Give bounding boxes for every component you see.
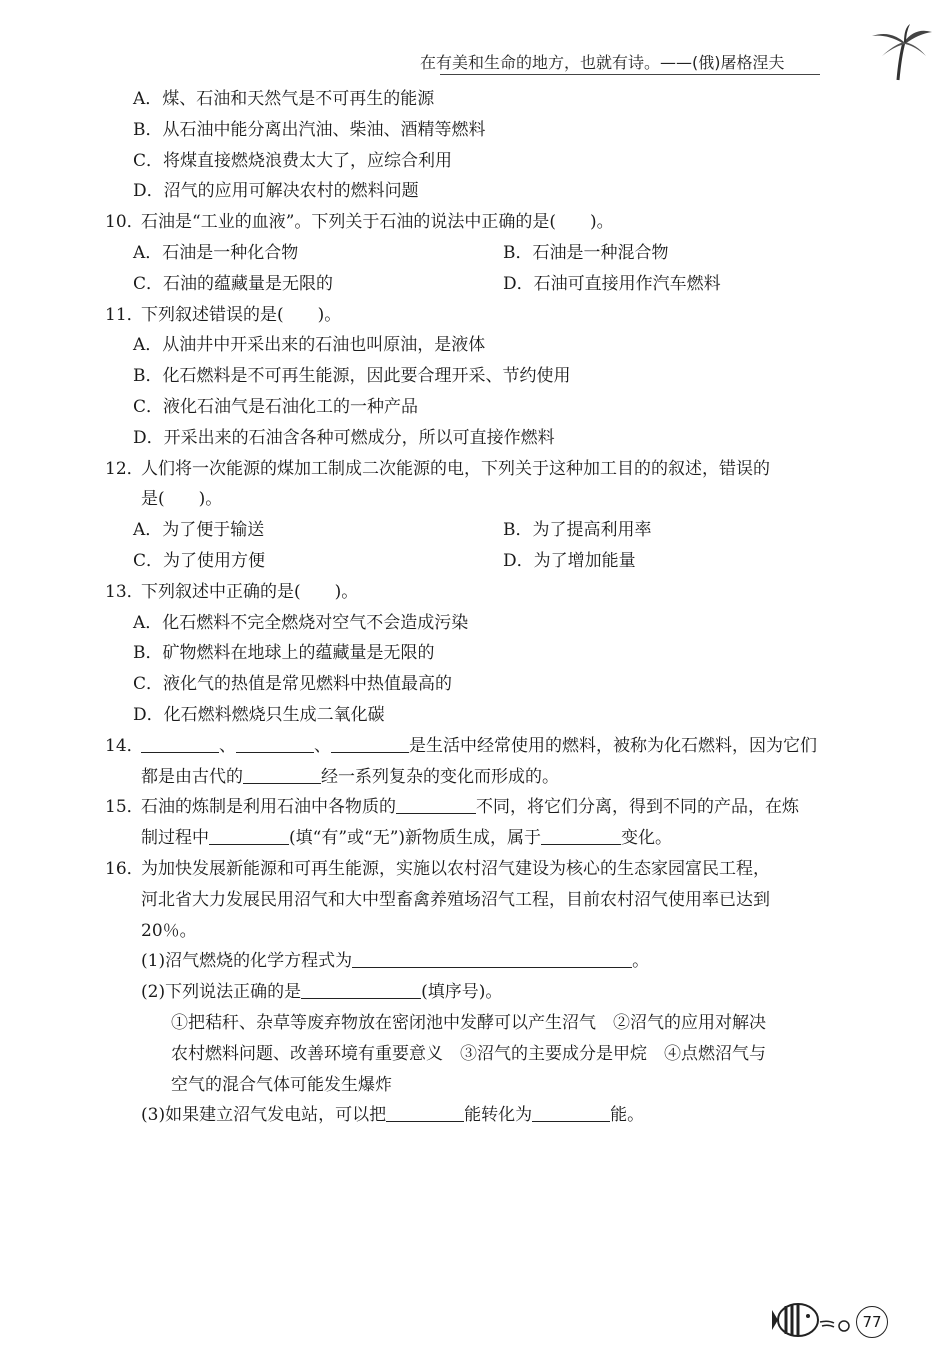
q12-option-b: B．为了提高利用率 xyxy=(503,520,652,541)
q15-line1 xyxy=(105,792,895,823)
q15-text-3: 制过程中 xyxy=(141,828,209,849)
q10-options-row2 xyxy=(105,269,895,300)
q13-stem xyxy=(105,577,895,608)
q12-number: 12． xyxy=(105,458,144,479)
q16-sub3-text-2: 能转化为 xyxy=(464,1105,533,1126)
palm-tree-icon xyxy=(860,22,940,82)
q16-sub2-statements-2: 农村燃料问题、改善环境有重要意义 ③沼气的主要成分是甲烷 ④点燃沼气与 xyxy=(171,1043,766,1064)
q14-text-2: 都是由古代的 xyxy=(141,766,243,787)
q13-text: 下列叙述中正确的是( )。 xyxy=(141,581,359,602)
q11-option-a: A．从油井中开采出来的石油也叫原油，是液体 xyxy=(133,335,486,356)
q16-sub3-text-1: (3)如果建立沼气发电站，可以把 xyxy=(141,1105,387,1126)
q15-line2 xyxy=(105,823,895,854)
q10-option-b: B．石油是一种混合物 xyxy=(503,242,669,263)
q15-blank-1[interactable] xyxy=(396,795,476,814)
q14-line2 xyxy=(105,762,895,793)
q16-sub3-blank-2[interactable] xyxy=(532,1103,610,1122)
page-number: 77 xyxy=(856,1306,888,1338)
q13-option-c: C．液化气的热值是常见燃料中热值最高的 xyxy=(133,674,453,695)
q12-text-continued: 是( )。 xyxy=(141,489,223,510)
q14-blank-2[interactable] xyxy=(236,734,314,753)
q16-sub2-blank[interactable] xyxy=(301,980,421,999)
q10-option-c: C．石油的蕴藏量是无限的 xyxy=(133,273,334,294)
q16-sub2-statements-3: 空气的混合气体可能发生爆炸 xyxy=(171,1074,392,1095)
q14-text-1: 是生活中经常使用的燃料，被称为化石燃料，因为它们 xyxy=(409,735,817,756)
q11-text: 下列叙述错误的是( )。 xyxy=(141,304,342,325)
q10-number: 10． xyxy=(105,212,144,233)
fish-icon xyxy=(772,1298,852,1342)
q15-text-5: 变化。 xyxy=(621,828,673,849)
q13-option-b: B．矿物燃料在地球上的蕴藏量是无限的 xyxy=(133,643,435,664)
q16-sub1-blank[interactable] xyxy=(352,949,632,968)
question-list xyxy=(105,84,895,1131)
q12-text: 人们将一次能源的煤加工制成二次能源的电，下列关于这种加工目的的叙述，错误的 xyxy=(141,458,770,479)
q16-sub3 xyxy=(105,1100,895,1131)
q10-text: 石油是“工业的血液”。下列关于石油的说法中正确的是( )。 xyxy=(141,212,614,233)
q15-text-4: (填“有”或“无”)新物质生成，属于 xyxy=(289,828,542,849)
q10-stem xyxy=(105,207,895,238)
q12-options-row1 xyxy=(105,515,895,546)
q16-sub1-text: (1)沼气燃烧的化学方程式为 xyxy=(141,951,353,972)
q15-number: 15． xyxy=(105,797,144,818)
header-divider xyxy=(440,74,820,75)
header-quote: 在有美和生命的地方，也就有诗。——(俄)屠格涅夫 xyxy=(420,53,785,72)
q16-sub3-blank-1[interactable] xyxy=(386,1103,464,1122)
q9-option-d: D．沼气的应用可解决农村的燃料问题 xyxy=(133,181,419,202)
q12-options-row2 xyxy=(105,546,895,577)
q15-text-1: 石油的炼制是利用石油中各物质的 xyxy=(141,797,396,818)
q15-blank-2[interactable] xyxy=(209,826,289,845)
q14-number: 14． xyxy=(105,735,144,756)
q12-option-a: A．为了便于输送 xyxy=(133,520,265,541)
q14-line1 xyxy=(105,731,895,762)
q14-blank-1[interactable] xyxy=(141,734,219,753)
q13-number: 13． xyxy=(105,581,144,602)
q14-blank-3[interactable] xyxy=(331,734,409,753)
q12-stem xyxy=(105,454,895,485)
q11-option-c: C．液化石油气是石油化工的一种产品 xyxy=(133,396,419,417)
q16-sub1-end: 。 xyxy=(632,951,650,972)
q13-option-d: D．化石燃料燃烧只生成二氧化碳 xyxy=(133,704,385,725)
q16-sub2-end: (填序号)。 xyxy=(421,982,503,1003)
q14-separator: 、 xyxy=(314,735,331,756)
q12-option-d: D．为了增加能量 xyxy=(503,550,636,571)
q16-sub2 xyxy=(105,977,895,1008)
q11-option-b: B．化石燃料是不可再生能源，因此要合理开采、节约使用 xyxy=(133,366,571,387)
q14-blank-4[interactable] xyxy=(243,765,321,784)
q16-line3: 20％。 xyxy=(141,920,197,941)
q16-sub3-text-3: 能。 xyxy=(610,1105,645,1126)
q16-text-1: 为加快发展新能源和可再生能源，实施以农村沼气建设为核心的生态家园富民工程， xyxy=(141,858,770,879)
q16-line2: 河北省大力发展民用沼气和大中型畜禽养殖场沼气工程，目前农村沼气使用率已达到 xyxy=(141,889,770,910)
q10-option-d: D．石油可直接用作汽车燃料 xyxy=(503,273,721,294)
q10-options-row1 xyxy=(105,238,895,269)
q16-sub1 xyxy=(105,946,895,977)
q15-text-2: 不同，将它们分离，得到不同的产品，在炼 xyxy=(476,797,799,818)
q16-sub2-text: (2)下列说法正确的是 xyxy=(141,982,302,1003)
q13-option-a: A．化石燃料不完全燃烧对空气不会造成污染 xyxy=(133,612,469,633)
q9-option-c: C．将煤直接燃烧浪费太大了，应综合利用 xyxy=(133,150,453,171)
q11-option-d: D．开采出来的石油含各种可燃成分，所以可直接作燃料 xyxy=(133,427,555,448)
q12-option-c: C．为了使用方便 xyxy=(133,550,266,571)
q10-option-a: A．石油是一种化合物 xyxy=(133,242,299,263)
q14-text-3: 经一系列复杂的变化而形成的。 xyxy=(321,766,559,787)
q11-number: 11． xyxy=(105,304,144,325)
q15-blank-3[interactable] xyxy=(541,826,621,845)
q9-option-b: B．从石油中能分离出汽油、柴油、酒精等燃料 xyxy=(133,119,486,140)
q16-line1 xyxy=(105,854,895,885)
q9-option-a: A．煤、石油和天然气是不可再生的能源 xyxy=(133,89,435,109)
q16-number: 16． xyxy=(105,858,144,879)
q16-sub2-statements-1: ①把秸秆、杂草等废弃物放在密闭池中发酵可以产生沼气 ②沼气的应用对解决 xyxy=(171,1012,766,1033)
q14-separator: 、 xyxy=(219,735,236,756)
q11-stem xyxy=(105,300,895,331)
